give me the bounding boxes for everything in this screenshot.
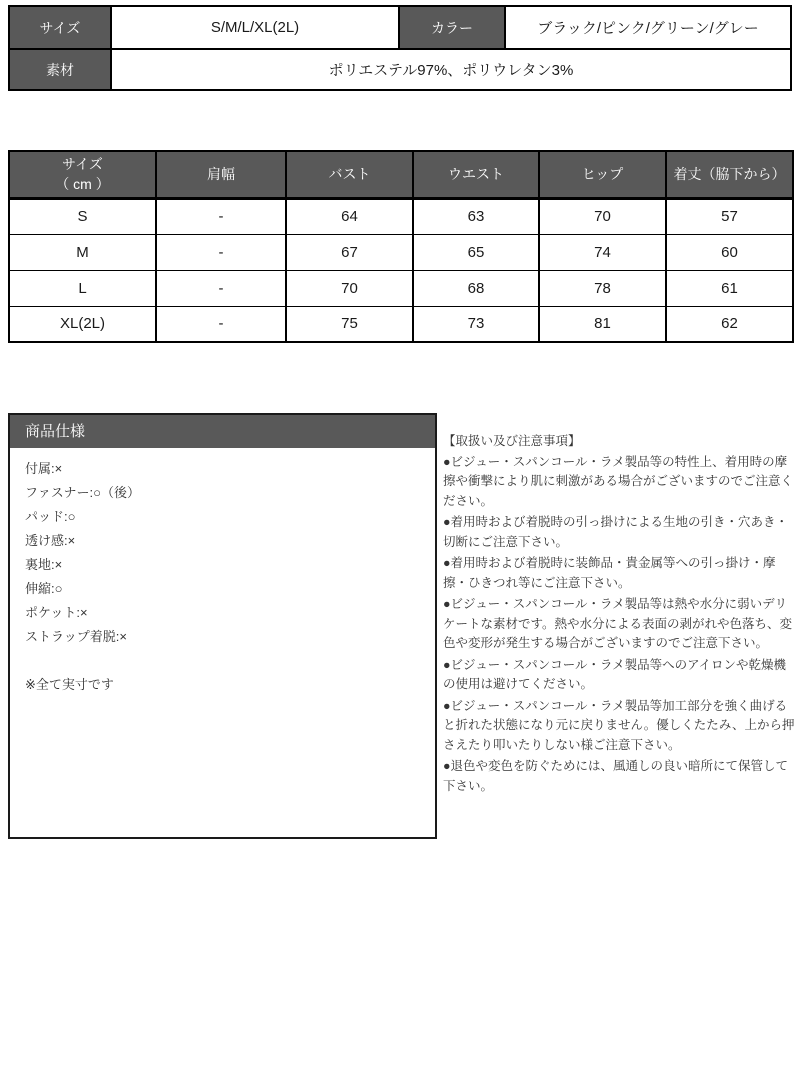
cell-hip: 81 [539, 306, 666, 342]
header-length: 着丈（脇下から） [666, 151, 793, 198]
cell-waist: 73 [413, 306, 539, 342]
spec-box-title-bar: 商品仕様 [10, 415, 435, 448]
cell-waist: 68 [413, 270, 539, 306]
cell-length: 60 [666, 234, 793, 270]
header-hip: ヒップ [539, 151, 666, 198]
size-measurements-table [8, 150, 794, 343]
cell-bust: 67 [286, 234, 413, 270]
spec-item-pocket: ポケット:× [25, 605, 88, 620]
spec-item-stretch: 伸縮:○ [25, 581, 63, 596]
spec-box-content [10, 448, 435, 706]
cell-size: M [9, 234, 156, 270]
spec-item-strap: ストラップ着脱:× [25, 629, 127, 644]
size-label-cell: サイズ [10, 7, 112, 48]
cell-waist: 63 [413, 198, 539, 234]
table-row-l [9, 270, 793, 306]
table-row-s [9, 198, 793, 234]
care-notes [443, 432, 796, 798]
table-row-xl [9, 306, 793, 342]
cell-bust: 64 [286, 198, 413, 234]
cell-size: S [9, 198, 156, 234]
care-note-item: ●着用時および着脱時の引っ掛けによる生地の引き・穴あき・切断にご注意下さい。 [443, 515, 789, 549]
care-note-item: ●着用時および着脱時に装飾品・貴金属等への引っ掛け・摩擦・ひきつれ等にご注意下さい。 [443, 556, 776, 590]
color-value-cell: ブラック/ピンク/グリーン/グレー [537, 20, 759, 37]
header-size-line2: （ cm ） [55, 176, 110, 193]
material-value-cell: ポリエステル97%、ポリウレタン3% [328, 62, 574, 79]
cell-length: 62 [666, 306, 793, 342]
cell-size: XL(2L) [9, 306, 156, 342]
cell-shoulder: - [156, 234, 286, 270]
cell-shoulder: - [156, 306, 286, 342]
care-note-item: ●退色や変色を防ぐためには、風通しの良い暗所にて保管して下さい。 [443, 759, 789, 793]
spec-note-actual-size: ※全て実寸です [25, 677, 114, 692]
info-table [8, 5, 792, 91]
spec-item-sheerness: 透け感:× [25, 533, 76, 548]
cell-length: 57 [666, 198, 793, 234]
table-row-m [9, 234, 793, 270]
cell-size: L [9, 270, 156, 306]
header-shoulder: 肩幅 [156, 151, 286, 198]
spec-item-accessory: 付属:× [25, 461, 63, 476]
product-spec-box [8, 413, 437, 839]
care-note-item: ●ビジュー・スパンコール・ラメ製品等は熱や水分に弱いデリケートな素材です。熱や水分による表面の剥がれや色落ち、変色や変形が発生する場合がございますのでご注意下さい。 [443, 597, 793, 650]
color-label-cell: カラー [400, 7, 506, 48]
cell-bust: 70 [286, 270, 413, 306]
care-note-item: ●ビジュー・スパンコール・ラメ製品等へのアイロンや乾燥機の使用は避けてください。 [443, 657, 787, 691]
header-waist: ウエスト [413, 151, 539, 198]
cell-hip: 70 [539, 198, 666, 234]
cell-length: 61 [666, 270, 793, 306]
cell-shoulder: - [156, 198, 286, 234]
cell-waist: 65 [413, 234, 539, 270]
cell-shoulder: - [156, 270, 286, 306]
header-size-cm [9, 151, 156, 198]
size-value-cell: S/M/L/XL(2L) [112, 7, 400, 48]
spec-item-fastener: ファスナー:○（後） [25, 485, 140, 500]
spec-item-pad: パッド:○ [25, 509, 76, 524]
care-notes-title: 【取扱い及び注意事項】 [443, 434, 581, 448]
spec-item-lining: 裏地:× [25, 557, 63, 572]
info-row-material [10, 48, 790, 89]
care-note-item: ●ビジュー・スパンコール・ラメ製品等加工部分を強く曲げると折れた状態になり元に戻りません。優しくたたみ、上から押さえたり叩いたりしない様ご注意下さい。 [443, 698, 795, 752]
size-table-header-row [9, 151, 793, 198]
cell-hip: 74 [539, 234, 666, 270]
info-row-size-color [10, 7, 790, 48]
care-note-item: ●ビジュー・スパンコール・ラメ製品等の特性上、着用時の摩擦や衝撃により肌に刺激がある場合がございますのでご注意ください。 [443, 454, 794, 508]
header-size-line1: サイズ [62, 155, 103, 172]
cell-bust: 75 [286, 306, 413, 342]
cell-hip: 78 [539, 270, 666, 306]
material-label-cell: 素材 [10, 50, 112, 89]
header-bust: バスト [286, 151, 413, 198]
